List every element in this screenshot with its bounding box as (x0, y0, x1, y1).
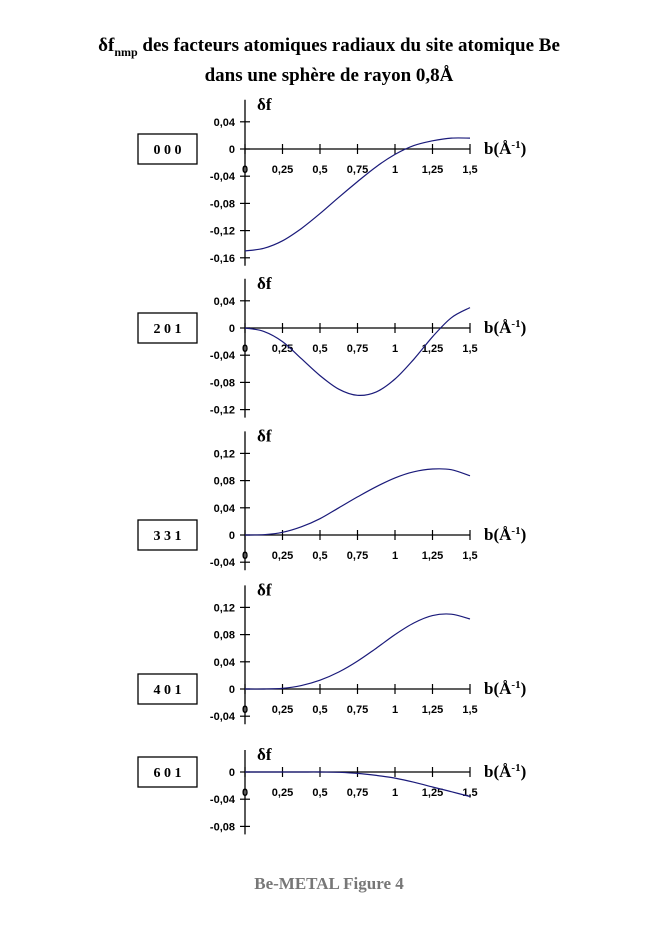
y-axis-title: δf (257, 94, 272, 114)
x-tick-label: 0,5 (312, 704, 328, 716)
y-tick-label: 0 (228, 144, 235, 156)
y-tick-label: 0 (228, 767, 235, 779)
panel-label: 0 0 0 (153, 143, 182, 158)
y-tick-label: -0,12 (209, 404, 235, 417)
y-axis-title: δf (257, 580, 272, 600)
x-tick-label: 0 (241, 704, 249, 716)
y-tick-label: -0,04 (209, 794, 235, 807)
y-tick-label: 0,04 (213, 502, 235, 515)
series-line (245, 614, 470, 689)
series-line (245, 469, 470, 535)
x-tick-label: 1,25 (421, 787, 444, 799)
x-tick-label: 1,5 (462, 704, 478, 716)
x-tick-label: 0,75 (346, 550, 369, 562)
panel-label: 3 3 1 (153, 529, 182, 544)
y-tick-label: 0 (228, 323, 235, 335)
x-axis-title: $b(Å^{-1})$ (484, 525, 527, 544)
title-subscript: nmp (114, 44, 138, 59)
panel-label: 4 0 1 (153, 683, 182, 698)
y-tick-label: 0,04 (213, 295, 235, 308)
x-tick-label: 1,25 (421, 704, 444, 716)
x-tick-label: 1 (391, 704, 399, 716)
y-tick-label: -0,12 (209, 225, 235, 238)
x-tick-label: 1,25 (421, 550, 444, 562)
x-tick-label: 0,75 (346, 787, 369, 799)
x-tick-label: 0 (241, 787, 249, 799)
x-tick-label: 0,25 (271, 164, 294, 176)
y-tick-label: 0,08 (213, 475, 235, 488)
x-tick-label: 1,5 (462, 550, 478, 562)
x-tick-label: 1,5 (462, 164, 478, 176)
x-tick-label: 1 (391, 787, 399, 799)
title-line1: des facteurs atomiques radiaux du site atomique Be (137, 35, 560, 56)
x-tick-label: 0,75 (346, 343, 369, 355)
y-tick-label: -0,04 (209, 711, 235, 724)
x-tick-label: 0,25 (271, 704, 294, 716)
x-tick-label: 0,5 (312, 164, 328, 176)
y-tick-label: 0,04 (213, 116, 235, 129)
y-tick-label: -0,08 (209, 198, 235, 211)
x-tick-label: 0,25 (271, 343, 294, 355)
x-axis-title: $b(Å^{-1})$ (484, 318, 527, 337)
y-tick-label: -0,04 (209, 171, 235, 184)
title-symbol: δf (98, 35, 115, 56)
y-axis-title: δf (257, 426, 272, 446)
x-axis-title: $b(Å^{-1})$ (484, 762, 527, 781)
x-tick-label: 0 (241, 164, 249, 176)
y-tick-label: 0,04 (213, 656, 235, 669)
y-tick-label: -0,04 (209, 557, 235, 570)
x-tick-label: 0 (241, 343, 249, 355)
x-tick-label: 0,75 (346, 164, 369, 176)
x-tick-label: 0,5 (312, 550, 328, 562)
x-tick-label: 0,25 (271, 550, 294, 562)
series-line (245, 138, 470, 251)
y-tick-label: -0,04 (209, 350, 235, 363)
y-tick-label: -0,08 (209, 821, 235, 834)
x-axis-title: $b(Å^{-1})$ (484, 679, 527, 698)
y-tick-label: 0,08 (213, 629, 235, 642)
y-axis-title: δf (257, 273, 272, 293)
y-tick-label: -0,08 (209, 377, 235, 390)
y-tick-label: 0,12 (213, 602, 235, 615)
figure-caption: Be-METAL Figure 4 (254, 874, 404, 893)
x-tick-label: 0,25 (271, 787, 294, 799)
title-line2: dans une sphère de rayon 0,8Å (204, 64, 454, 86)
panel-label: 2 0 1 (153, 322, 182, 337)
x-tick-label: 1,5 (462, 343, 478, 355)
x-tick-label: 1 (391, 550, 399, 562)
x-tick-label: 0,5 (312, 343, 328, 355)
x-tick-label: 1,25 (421, 343, 444, 355)
y-tick-label: 0,12 (213, 448, 235, 461)
panel-label: 6 0 1 (153, 766, 182, 781)
x-tick-label: 0 (241, 550, 249, 562)
x-tick-label: 0,75 (346, 704, 369, 716)
y-axis-title: δf (257, 745, 272, 764)
x-tick-label: 1 (391, 343, 399, 355)
x-tick-label: 0,5 (312, 787, 328, 799)
x-tick-label: 1 (391, 164, 399, 176)
y-tick-label: -0,16 (209, 252, 235, 265)
x-tick-label: 1,5 (462, 787, 478, 799)
x-axis-title: $b(Å^{-1})$ (484, 139, 527, 158)
y-tick-label: 0 (228, 530, 235, 542)
y-tick-label: 0 (228, 684, 235, 696)
x-tick-label: 1,25 (421, 164, 444, 176)
